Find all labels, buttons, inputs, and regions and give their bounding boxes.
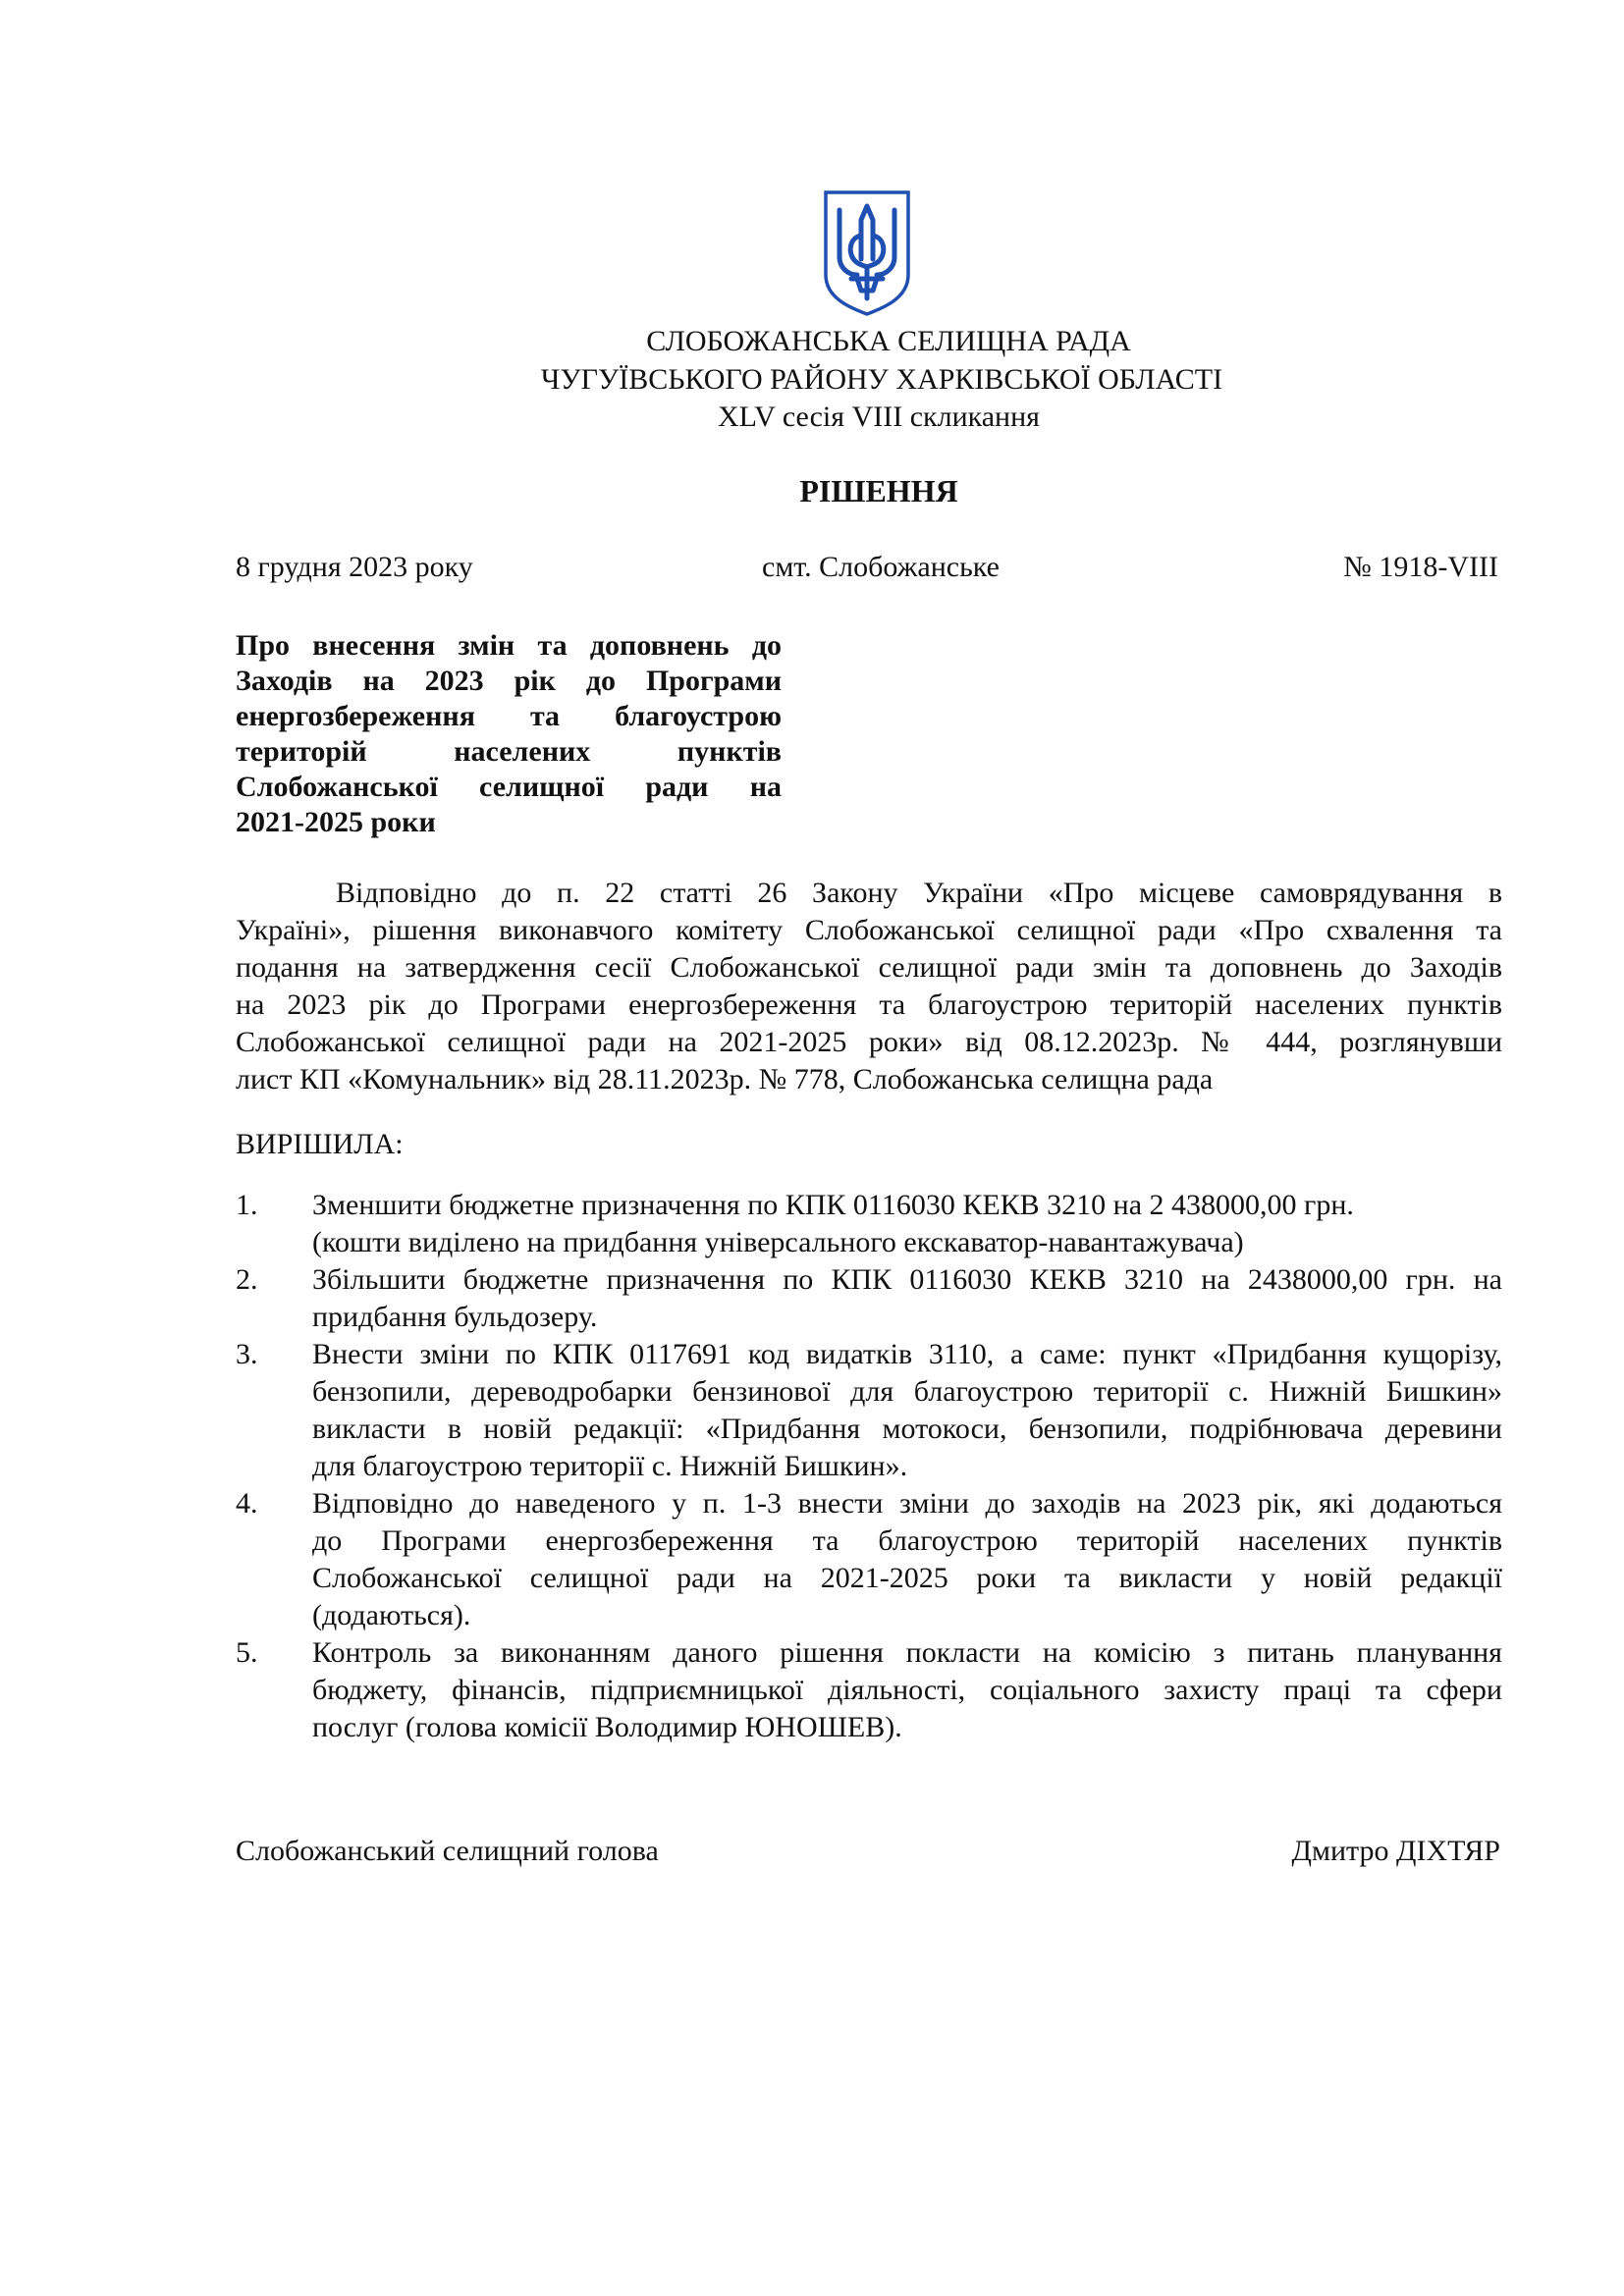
subject-line: Заходів на 2023 рік до Програми (236, 665, 782, 697)
item-line: бюджету, фінансів, підприємницької діяльності, соціального захисту праці та сфери (312, 1674, 1502, 1706)
document-title: РІШЕННЯ (799, 473, 958, 508)
item-line: Збільшити бюджетне призначення по КПК 0116030 КЕКВ 3210 на 2438000,00 грн. на (312, 1263, 1502, 1296)
signatory-name: Дмитро ДІХТЯР (1291, 1835, 1500, 1867)
item-line: (кошти виділено на придбання універсального екскаватор-навантажувача) (312, 1226, 1244, 1258)
document-number: № 1918-VIII (1343, 551, 1498, 583)
item-line: бензопили, дереводробарки бензинової для благоустрою території с. Нижній Бишкин» (312, 1375, 1502, 1408)
preamble-paragraph (236, 875, 1502, 1098)
preamble-line: лист КП «Комунальник» від 28.11.2023р. № 778, Слобожанська селищна рада (236, 1063, 1214, 1095)
list-item (236, 1634, 1502, 1746)
item-line: Відповідно до наведеного у п. 1-3 внести зміни до заходів на 2023 рік, які додаються (312, 1487, 1502, 1520)
item-number: 3. (236, 1338, 258, 1370)
item-line: Контроль за виконанням даного рішення покласти на комісію з питань планування (312, 1636, 1502, 1669)
preamble-line: подання на затвердження сесії Слобожанської селищної ради змін та доповнень до Заходів (236, 951, 1502, 984)
decision-subject (236, 628, 782, 840)
subject-line: Слобожанської селищної ради на (236, 771, 782, 803)
list-item (236, 1261, 1502, 1336)
item-line: для благоустрою території с. Нижній Бишкин». (312, 1450, 908, 1482)
preamble-line: на 2023 рік до Програми енергозбереження та благоустрою територій населених пунктів (236, 988, 1502, 1021)
decided-label: ВИРІШИЛА: (236, 1128, 404, 1160)
item-line: Слобожанської селищної ради на 2021-2025 роки та викласти у новій редакції (312, 1562, 1502, 1594)
list-item (236, 1336, 1502, 1485)
subject-line: територій населених пунктів (236, 735, 782, 768)
list-item (236, 1187, 1502, 1261)
item-line: викласти в новій редакції: «Придбання мотокоси, бензопили, подрібнювача деревини (312, 1413, 1502, 1445)
session-line: XLV сесія VIII скликання (718, 400, 1040, 433)
item-number: 2. (236, 1263, 258, 1296)
preamble-line: Відповідно до п. 22 статті 26 Закону України «Про місцеве самоврядування в (336, 877, 1502, 909)
decision-items (236, 1187, 1502, 1746)
item-number: 4. (236, 1487, 258, 1520)
trident-icon (822, 188, 912, 318)
document-place: смт. Слобожанське (762, 551, 1000, 583)
council-district: ЧУГУЇВСЬКОГО РАЙОНУ ХАРКІВСЬКОЇ ОБЛАСТІ (540, 363, 1223, 396)
item-line: придбання бульдозеру. (312, 1301, 598, 1333)
list-item (236, 1485, 1502, 1634)
item-line: (додаються). (312, 1599, 471, 1631)
subject-line: 2021-2025 роки (236, 806, 436, 838)
signatory-position: Слобожанський селищний голова (236, 1835, 659, 1867)
item-line: Зменшити бюджетне призначення по КПК 0116030 КЕКВ 3210 на 2 438000,00 грн. (312, 1189, 1354, 1221)
item-line: Внести зміни по КПК 0117691 код видатків 3110, а саме: пункт «Придбання кущорізу, (312, 1338, 1502, 1370)
item-line: послуг (голова комісії Володимир ЮНОШЕВ). (312, 1711, 902, 1743)
document-date: 8 грудня 2023 року (236, 551, 473, 583)
preamble-line: Слобожанської селищної ради на 2021-2025 роки» від 08.12.2023р. № 444, розглянувши (236, 1026, 1502, 1058)
item-number: 5. (236, 1636, 258, 1669)
subject-line: Про внесення змін та доповнень до (236, 629, 782, 662)
item-number: 1. (236, 1189, 258, 1221)
subject-line: енергозбереження та благоустрою (236, 700, 782, 732)
council-name: СЛОБОЖАНСЬКА СЕЛИЩНА РАДА (646, 325, 1131, 357)
preamble-line: Україні», рішення виконавчого комітету Слобожанської селищної ради «Про схвалення та (236, 914, 1502, 946)
item-line: до Програми енергозбереження та благоустрою територій населених пунктів (312, 1524, 1502, 1557)
